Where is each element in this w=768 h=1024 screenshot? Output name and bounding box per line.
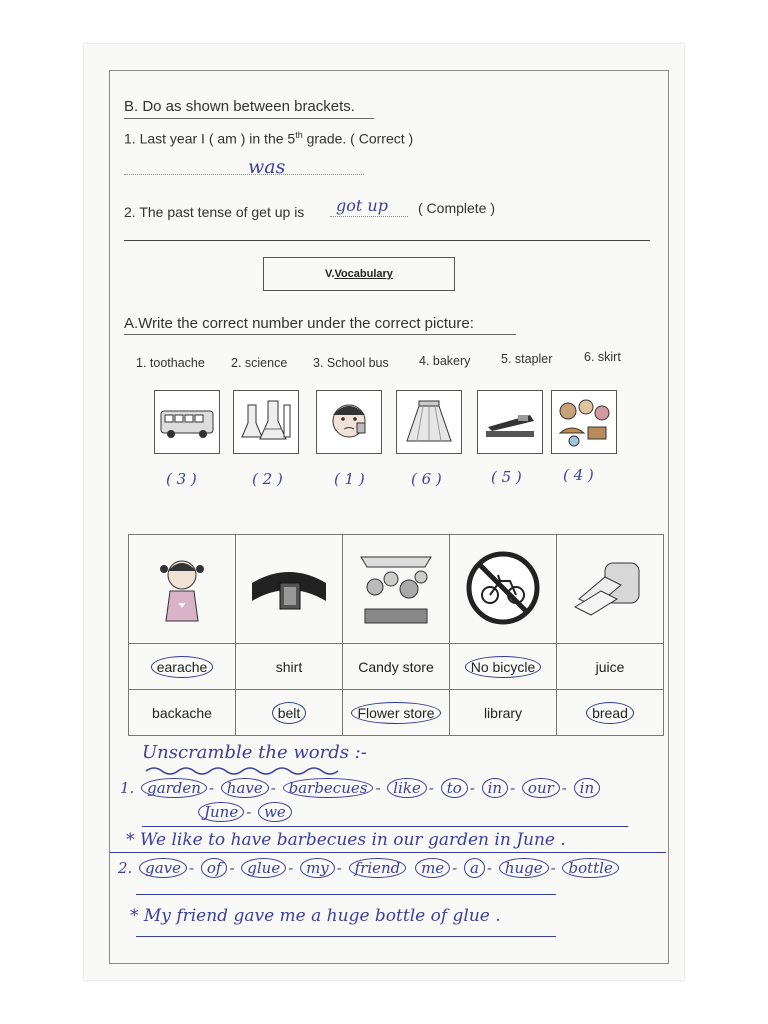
flower-store-picture — [351, 543, 441, 633]
q2-number: 2. — [118, 859, 133, 877]
answer-5: ( 5 ) — [491, 468, 522, 486]
option-bread[interactable] — [557, 690, 664, 736]
bakery-picture — [551, 390, 617, 454]
q1-word: we — [258, 802, 292, 822]
answer-1: ( 3 ) — [166, 470, 197, 488]
word-1: 1. toothache — [136, 356, 205, 370]
option-label: No bicycle — [465, 656, 542, 678]
belt-picture — [244, 543, 334, 633]
option-label: backache — [152, 704, 212, 721]
option-library[interactable] — [450, 690, 557, 736]
stapler-picture — [477, 390, 543, 454]
q1-answer-line — [124, 174, 364, 175]
q2-word: me — [415, 858, 450, 878]
flower-store-cell — [343, 535, 450, 644]
word-3: 3. School bus — [313, 356, 389, 370]
q1-word: like — [387, 778, 427, 798]
word-5: 5. stapler — [501, 352, 553, 366]
answer-3: ( 1 ) — [334, 470, 365, 488]
q1-word: garden — [141, 778, 207, 798]
choice-table — [128, 534, 664, 736]
section-b-title: B. Do as shown between brackets. — [124, 98, 355, 115]
q1-unscramble: 1. garden - have - barbecues - like - to - in - our - in — [120, 778, 602, 798]
option-backache[interactable] — [129, 690, 236, 736]
option-no-bicycle[interactable] — [450, 644, 557, 690]
bread-cell — [557, 535, 664, 644]
q1-text-b: grade. ( Correct ) — [302, 130, 414, 147]
option-label: earache — [151, 656, 214, 678]
word-2: 2. science — [231, 356, 288, 370]
q1-word: our — [522, 778, 560, 798]
bread-picture — [565, 543, 655, 633]
q1-text-a: 1. Last year I ( am ) in the 5 — [124, 130, 296, 147]
q2-unscramble: 2. gave - of - glue - my - friend me - a - huge - bottle — [118, 858, 621, 878]
option-earache[interactable] — [129, 644, 236, 690]
option-label: belt — [272, 702, 307, 724]
q2-answer: * My friend gave me a huge bottle of glue . — [130, 906, 501, 926]
q2-answer-line — [330, 216, 408, 217]
option-label: library — [483, 704, 523, 721]
answer-4: ( 6 ) — [411, 470, 442, 488]
q1-unscramble-cont: June - we — [196, 802, 294, 822]
option-flower-store[interactable] — [343, 690, 450, 736]
title-underline — [124, 118, 374, 119]
q2-answer-line — [136, 936, 556, 937]
no-bicycle-picture — [458, 543, 548, 633]
q1-answer-line — [142, 826, 628, 827]
q1-word: June — [198, 802, 244, 822]
option-label: shirt — [275, 658, 303, 675]
q2-top-line — [136, 894, 556, 895]
q1-number: 1. — [120, 779, 135, 797]
question-1 — [124, 130, 413, 147]
option-label: Candy store — [358, 658, 434, 675]
no-bicycle-cell — [450, 535, 557, 644]
option-belt[interactable] — [236, 690, 343, 736]
q1-word: in — [482, 778, 508, 798]
section-a-title: A.Write the correct number under the correct picture: — [124, 315, 474, 332]
skirt-picture — [396, 390, 462, 454]
option-label: bread — [586, 702, 634, 724]
q1-q2-divider — [110, 852, 666, 853]
q1-superscript: th — [295, 130, 303, 140]
q2-word: gave — [139, 858, 187, 878]
vocabulary-header — [263, 257, 455, 291]
bus-picture — [154, 390, 220, 454]
q1-word: barbecues — [283, 778, 374, 798]
q1-word: in — [574, 778, 600, 798]
q2-word: a — [464, 858, 485, 878]
option-label: juice — [595, 658, 625, 675]
answer-6: ( 4 ) — [563, 466, 594, 484]
belt-cell — [236, 535, 343, 644]
earache-cell — [129, 535, 236, 644]
vocab-title: Vocabulary — [334, 268, 393, 280]
q2-word: bottle — [562, 858, 618, 878]
title-wavy-underline — [144, 766, 340, 776]
q2-instruction: ( Complete ) — [418, 200, 496, 216]
unscramble-title: Unscramble the words :- — [142, 742, 367, 763]
q2-word: huge — [499, 858, 549, 878]
option-label: Flower store — [351, 702, 440, 724]
earache-girl-picture — [137, 543, 227, 633]
toothache-picture — [316, 390, 382, 454]
question-2: 2. The past tense of get up is — [124, 204, 305, 220]
q1-answer: * We like to have barbecues in our garden in June . — [126, 830, 566, 850]
q1-word: to — [441, 778, 468, 798]
q2-word: of — [201, 858, 228, 878]
word-4: 4. bakery — [419, 354, 471, 368]
option-shirt[interactable] — [236, 644, 343, 690]
q2-word: friend — [349, 858, 407, 878]
q1-word: have — [221, 778, 269, 798]
science-picture — [233, 390, 299, 454]
option-candy-store[interactable] — [343, 644, 450, 690]
section-a-underline — [124, 334, 516, 335]
q1-answer: was — [248, 156, 286, 178]
answer-2: ( 2 ) — [252, 470, 283, 488]
q2-answer: got up — [336, 196, 388, 215]
word-6: 6. skirt — [584, 350, 621, 364]
section-divider — [124, 240, 650, 241]
q2-word: my — [300, 858, 335, 878]
option-juice[interactable] — [557, 644, 664, 690]
q2-word: glue — [241, 858, 286, 878]
vocab-prefix: V. — [325, 268, 335, 280]
